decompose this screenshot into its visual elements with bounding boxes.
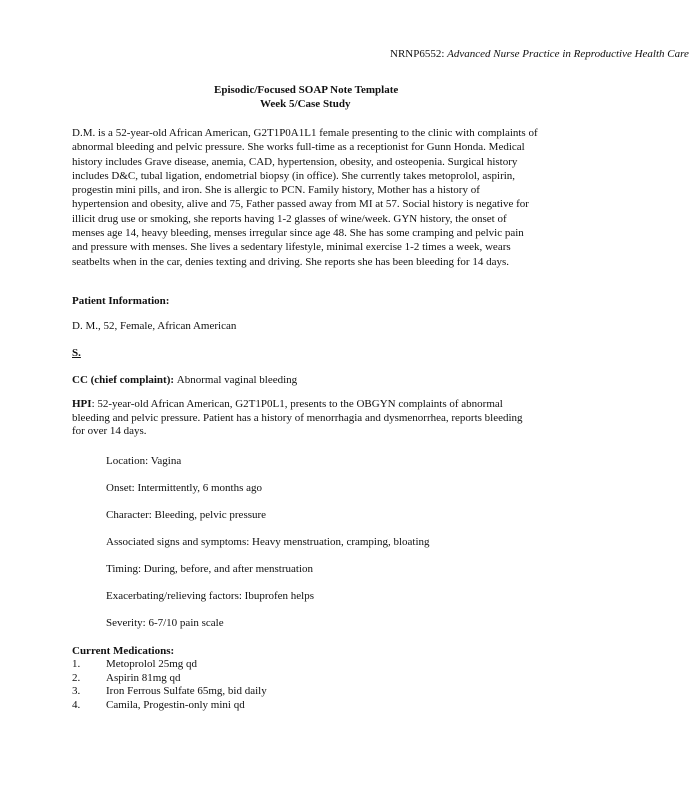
hpi-onset: Onset: Intermittently, 6 months ago	[106, 482, 263, 494]
hpi-text: : 52-year-old African American, G2T1P0L1, presents to the OBGYN complaints of abnormal bleeding and pelvic pressure. Patient has a history of menorrhagia and dysmenorrhea, reports bleeding for over 14 days.	[72, 398, 523, 437]
medication-number: 1.	[72, 658, 81, 670]
medication-item	[72, 658, 532, 672]
medication-number: 3.	[72, 685, 81, 697]
patient-info-value: D. M., 52, Female, African American	[72, 320, 237, 332]
case-intro-paragraph: D.M. is a 52-year-old African American, G2T1P0A1L1 female presenting to the clinic with complaints of abnormal bleeding and pelvic pressure. She works full-time as a receptionist for Gunn Honda. Medical history includes Grave disease, anemia, CAD, hypertension, obesity, and osteopenia. Surgical history includes D&C, tubal ligation, endometrial biopsy (in office). She currently takes metoprolol, aspirin, progestin mini pills, and iron. She is allergic to PCN. Family history, Mother has a history of hypertension and obesity, alive and 75, Father passed away from MI at 57. Social history is negative for illicit drug use or smoking, she reports having 1-2 glasses of wine/week. GYN history, the onset of menses age 14, heavy bleeding, menses irregular since age 48. She has some cramping and pelvic pain and pressure with menses. She lives a sedentary lifestyle, minimal exercise 1-2 times a week, wears seatbelts when in the car, denies texting and driving. She reports she has been bleeding for 14 days.	[72, 127, 538, 268]
chief-complaint-label: CC (chief complaint):	[72, 374, 177, 386]
medication-item	[72, 685, 532, 699]
hpi-location: Location: Vagina	[106, 455, 182, 467]
medication-number: 4.	[72, 698, 81, 711]
medications-heading: Current Medications:	[72, 645, 175, 657]
patient-info-heading: Patient Information:	[72, 295, 170, 307]
course-code: NRNP6552:	[390, 48, 445, 60]
medication-item	[72, 699, 532, 713]
medication-text: Aspirin 81mg qd	[106, 671, 181, 684]
hpi-character: Character: Bleeding, pelvic pressure	[106, 509, 267, 521]
course-title: Advanced Nurse Practice in Reproductive Health Care	[447, 48, 689, 60]
medication-item	[72, 672, 532, 686]
title-line-1: Episodic/Focused SOAP Note Template	[214, 84, 399, 96]
subjective-heading: S.	[72, 347, 81, 359]
hpi-paragraph	[72, 398, 532, 439]
hpi-timing: Timing: During, before, and after menstruation	[106, 563, 314, 575]
hpi-label: HPI	[72, 398, 92, 410]
chief-complaint	[72, 374, 297, 386]
chief-complaint-value: Abnormal vaginal bleeding	[176, 374, 298, 386]
medication-number: 2.	[72, 671, 81, 684]
hpi-exacerbating-relieving: Exacerbating/relieving factors: Ibuprofen helps	[106, 590, 315, 602]
current-medications	[72, 645, 532, 712]
medication-text: Metoprolol 25mg qd	[106, 658, 198, 670]
hpi-severity: Severity: 6-7/10 pain scale	[106, 617, 224, 629]
course-header	[390, 48, 689, 60]
medication-text: Iron Ferrous Sulfate 65mg, bid daily	[106, 685, 267, 697]
title-line-2: Week 5/Case Study	[260, 98, 351, 110]
hpi-associated-symptoms: Associated signs and symptoms: Heavy menstruation, cramping, bloating	[106, 536, 430, 548]
medication-text: Camila, Progestin-only mini qd	[106, 698, 245, 711]
